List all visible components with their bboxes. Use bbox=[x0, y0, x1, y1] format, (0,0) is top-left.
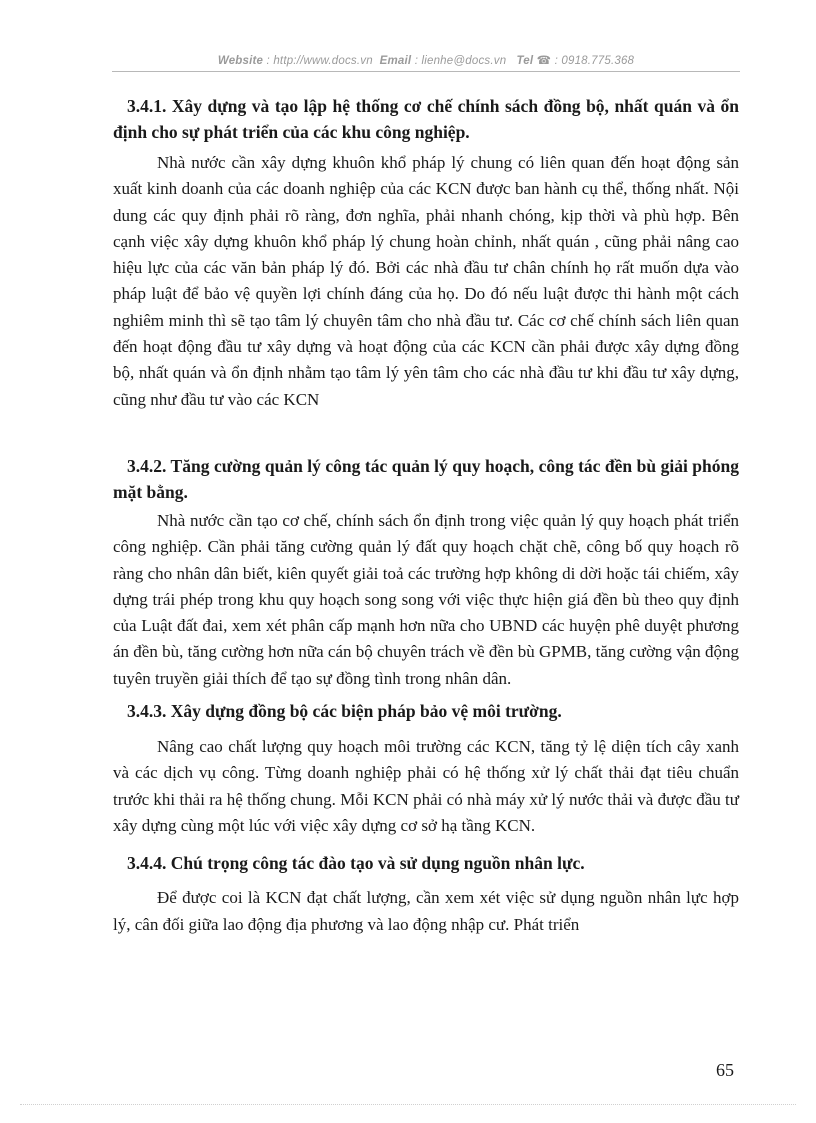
header-divider bbox=[112, 71, 740, 72]
section-paragraph-3-4-2: Nhà nước cần tạo cơ chế, chính sách ổn định trong việc quản lý quy hoạch phát triển công nghiệp. Cần phải tăng cường quản lý đất quy hoạch chặt chẽ, công bố quy hoạch rõ ràng cho nhân dân biết, kiên quyết giải toả các trường hợp không di dời hoặc tái chiếm, xây dựng trái phép trong khu quy hoạch song song với việc thực hiện giá đền bù theo quy định của Luật đất đai, xem xét phân cấp mạnh hơn nữa cho UBND các huyện phê duyệt phương án đền bù, tăng cường hơn nữa cán bộ chuyên trách về đền bù GPMB, tăng cường vận động tuyên truyền giải thích để tạo sự đồng tình trong nhân dân. bbox=[113, 510, 739, 688]
email-label: Email bbox=[379, 55, 412, 67]
section-paragraph-3-4-3: Nâng cao chất lượng quy hoạch môi trường các KCN, tăng tỷ lệ diện tích cây xanh và các dịch vụ công. Từng doanh nghiệp phải có hệ thống xử lý chất thải đạt tiêu chuẩn trước khi thải ra hệ thống chung. Mỗi KCN phải có nhà máy xử lý nước thải và được đầu tư xây dựng cùng một lúc với việc xây dựng cơ sở hạ tầng KCN. bbox=[113, 737, 739, 835]
section-heading-3-4-2: 3.4.2. Tăng cường quản lý công tác quản lý quy hoạch, công tác đền bù giải phóng mặt bằng. bbox=[113, 455, 739, 502]
section-heading-3-4-3: 3.4.3. Xây dựng đồng bộ các biện pháp bảo vệ môi trường. bbox=[127, 701, 562, 722]
website-label: Website bbox=[217, 55, 264, 67]
tel-label: Tel ☎ bbox=[516, 55, 552, 67]
section-heading-3-4-4: 3.4.4. Chú trọng công tác đào tạo và sử dụng nguồn nhân lực. bbox=[127, 853, 585, 874]
section-heading-3-4-1: 3.4.1. Xây dựng và tạo lập hệ thống cơ chế chính sách đồng bộ, nhất quán và ổn định cho sự phát triển của các khu công nghiệp. bbox=[113, 96, 739, 142]
website-url[interactable]: http://www.docs.vn bbox=[273, 55, 373, 67]
section-paragraph-3-4-1: Nhà nước cần xây dựng khuôn khổ pháp lý chung có liên quan đến hoạt động sản xuất kinh doanh của các doanh nghiệp của các KCN được ban hành cụ thể, thống nhất. Nội dung các quy định phải rõ ràng, đơn nghĩa, phải nhanh chóng, kịp thời và phù hợp. Bên cạnh việc xây dựng khuôn khổ pháp lý chung hoàn chỉnh, nhất quán , cũng phải nâng cao hiệu lực của các văn bản pháp lý đó. Bởi các nhà đầu tư chân chính họ rất muốn dựa vào pháp luật để bảo vệ quyền lợi chính đáng của họ. Do đó nếu luật được thi hành một cách nghiêm minh thì sẽ tạo tâm lý chuyên tâm cho nhà đầu tư. Các cơ chế chính sách liên quan đến hoạt động đầu tư xây dựng và hoạt động của các KCN cần phải được xây dựng đồng bộ, nhất quán và ổn định nhằm tạo tâm lý yên tâm cho các nhà đầu tư khi đầu tư xây dựng, cũng như đầu tư vào các KCN bbox=[113, 153, 739, 409]
footer-divider bbox=[20, 1104, 796, 1105]
section-paragraph-3-4-4: Để được coi là KCN đạt chất lượng, cần xem xét việc sử dụng nguồn nhân lực hợp lý, cân đối giữa lao động địa phương và lao động nhập cư. Phát triển bbox=[113, 888, 739, 934]
page-header: Website : http://www.docs.vn Email : lienhe@docs.vn Tel ☎ : 0918.775.368 bbox=[217, 55, 635, 67]
email-value[interactable]: lienhe@docs.vn bbox=[421, 55, 507, 67]
document-body bbox=[113, 90, 739, 938]
page-number: 65 bbox=[716, 1060, 734, 1080]
tel-value: 0918.775.368 bbox=[561, 55, 635, 67]
